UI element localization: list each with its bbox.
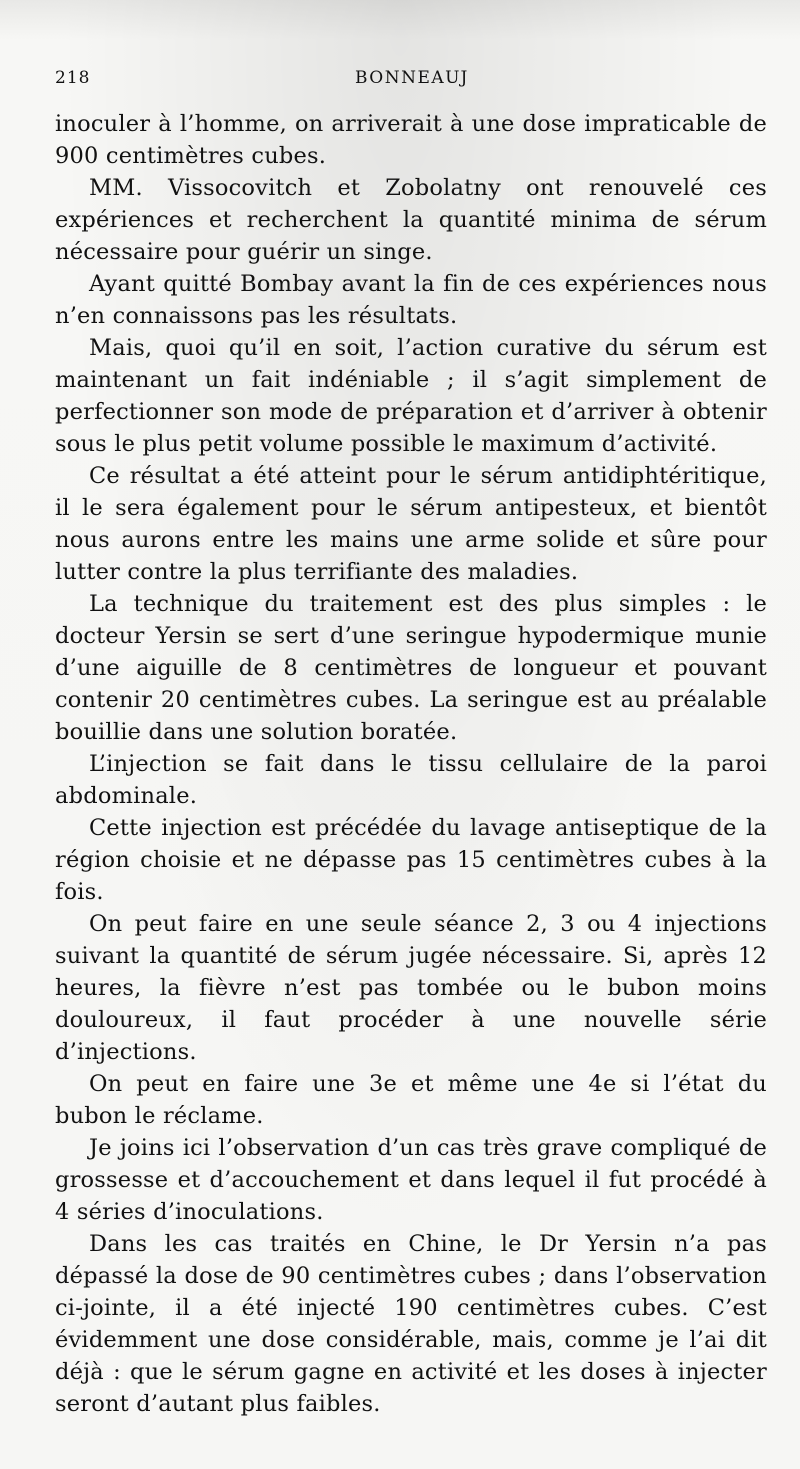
paragraph: Cette injection est précédée du lavage antiseptique de la région choisie et ne dépasse pas 15 centimètres cubes à la fois. xyxy=(55,815,767,905)
paragraph: Ayant quitté Bombay avant la fin de ces expériences nous n’en connaissons pas les résultats. xyxy=(55,271,767,329)
paragraph: On peut faire en une seule séance 2, 3 ou 4 injections suivant la quantité de sérum jugée nécessaire. Si, après 12 heures, la fièvre n’est pas tombée ou le bubon moins douloureux, il faut procéder à une nouvelle série d’injections. xyxy=(55,911,767,1065)
paragraph: Dans les cas traités en Chine, le Dr Yersin n’a pas dépassé la dose de 90 centimètres cubes ; dans l’observation ci-jointe, il a été injecté 190 centimètres cubes. C’est évidemment une dose considérable, mais, comme je l’ai dit déjà : que le sérum gagne en activité et les doses à injecter seront d’autant plus faibles. xyxy=(55,1231,767,1417)
page-header xyxy=(55,68,745,98)
paragraph: Ce résultat a été atteint pour le sérum antidiphtéritique, il le sera également pour le sérum antipesteux, et bientôt nous aurons entre les mains une arme solide et sûre pour lutter contre la plus terrifiante des maladies. xyxy=(55,463,767,585)
paragraph: Mais, quoi qu’il en soit, l’action curative du sérum est maintenant un fait indéniable ; il s’agit simplement de perfectionner son mode de préparation et d’arriver à obtenir sous le plus petit volume possible le maximum d’activité. xyxy=(55,335,767,457)
body-text xyxy=(55,108,767,1420)
running-head: BONNEAUJ xyxy=(355,68,469,88)
paragraph: La technique du traitement est des plus simples : le docteur Yersin se sert d’une seringue hypodermique munie d’une aiguille de 8 centimètres de longueur et pouvant contenir 20 centimètres cubes. La seringue est au préalable bouillie dans une solution boratée. xyxy=(55,591,767,745)
paragraph: inoculer à l’homme, on arriverait à une dose impraticable de 900 centimètres cubes. xyxy=(55,111,767,169)
paragraph: MM. Vissocovitch et Zobolatny ont renouvelé ces expériences et recherchent la quantité minima de sérum nécessaire pour guérir un singe. xyxy=(55,175,767,265)
paragraph: L’injection se fait dans le tissu cellulaire de la paroi abdominale. xyxy=(55,751,767,809)
paragraph: Je joins ici l’observation d’un cas très grave compliqué de grossesse et d’accouchement et dans lequel il fut procédé à 4 séries d’inoculations. xyxy=(55,1135,767,1225)
paragraph: On peut en faire une 3e et même une 4e si l’état du bubon le réclame. xyxy=(55,1071,767,1129)
page-number: 218 xyxy=(55,68,91,88)
